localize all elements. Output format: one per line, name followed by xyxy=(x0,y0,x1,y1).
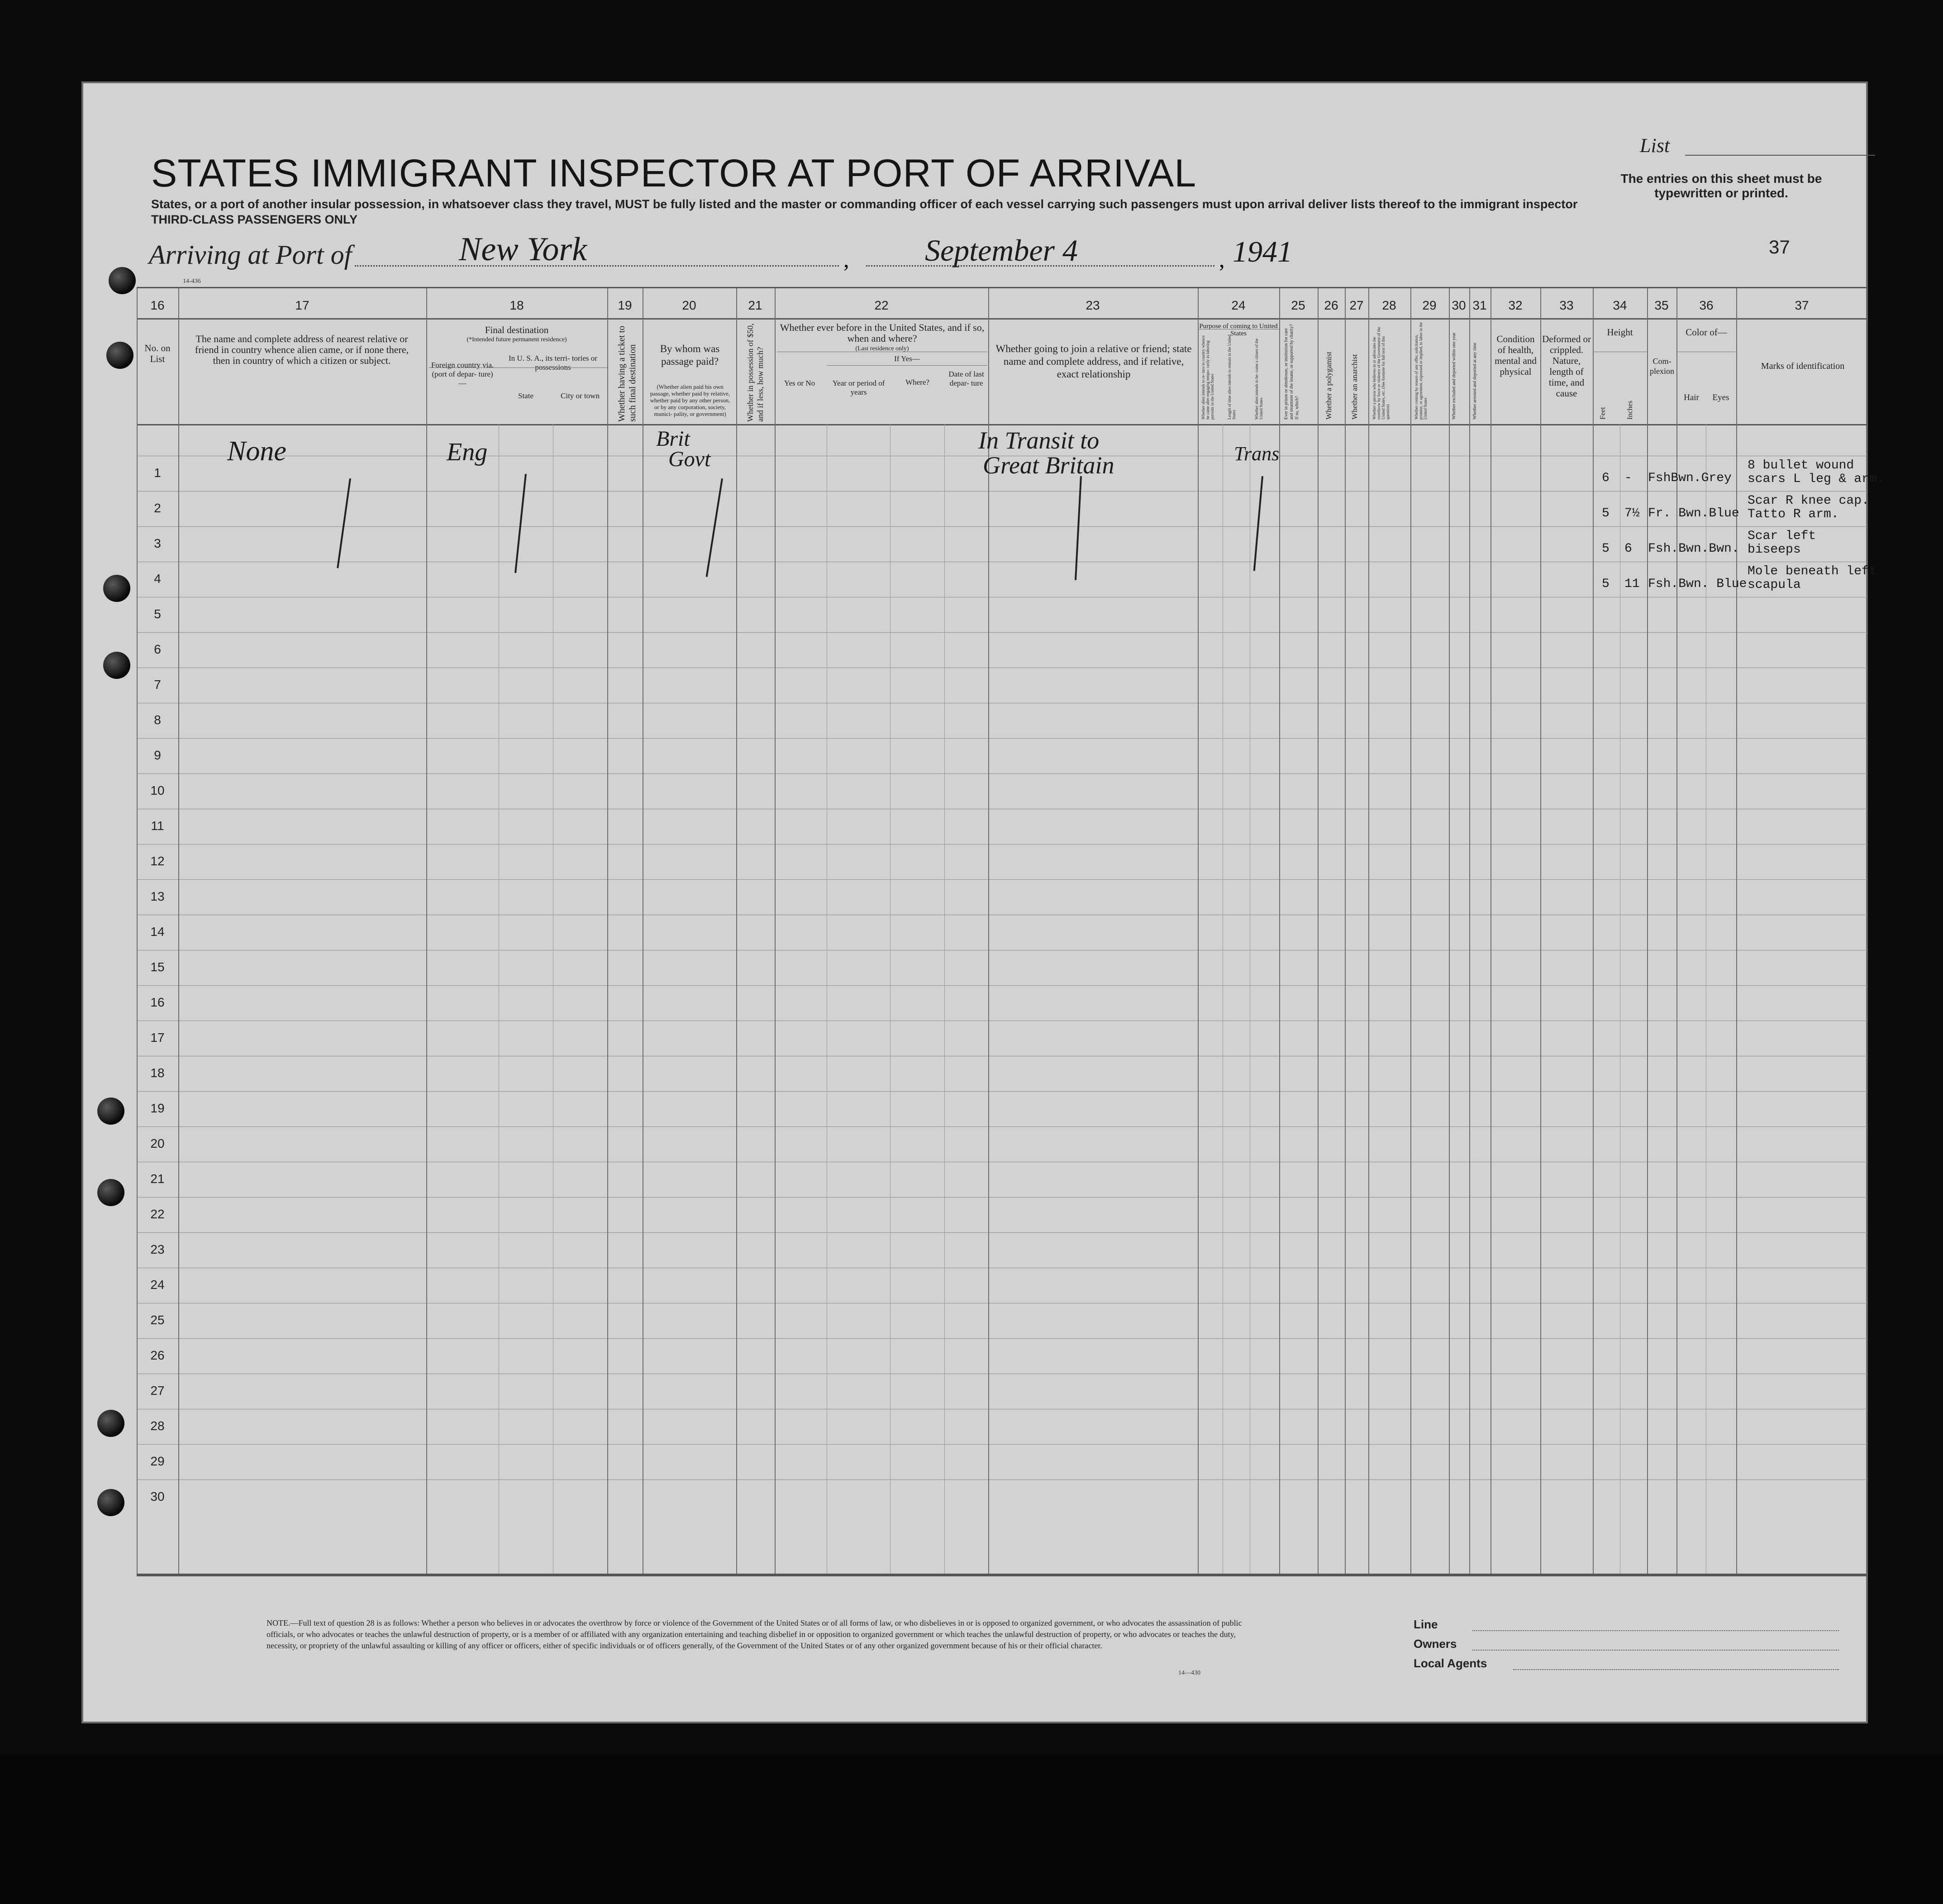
date-value: September 4 xyxy=(925,233,1078,267)
footnote: NOTE.—Full text of question 28 is as follows: Whether a person who believes in or advocates the overthrow by force or violence of the Government of the United States or of all forms of law, or who disbelieves in or is opposed to organized government, or who advocates the assassination of public officials, or who advocates or teaches the unlawful destruction of property, or is a member of or affiliated with any organization entertaining and teaching disbelief in or opposition to organized government or which teaches the unlawful destruction of property, or who advocates or teaches the duty, necessity, or propriety of the unlawful assaulting or killing of any officer or officers, either of specific individuals or of officers generally, of the Government of the United States or of any other organized government because of his or their official character. xyxy=(267,1618,1242,1650)
row-rule xyxy=(137,1126,1867,1127)
col-18-foreign: Foreign country via. (port of depar- ture)— xyxy=(431,361,494,387)
hand-paid-govt: Govt xyxy=(668,447,711,471)
line-field xyxy=(1472,1630,1839,1631)
col-22-note: (Last residence only) xyxy=(855,345,909,352)
col-16-label: No. on List xyxy=(144,343,171,364)
hand-join-transit: In Transit to xyxy=(978,427,1100,454)
row-rule xyxy=(137,844,1867,845)
page-title: STATES IMMIGRANT INSPECTOR AT PORT OF ARRIVAL xyxy=(151,152,1197,195)
port-value: New York xyxy=(459,231,587,268)
binder-hole xyxy=(103,575,130,602)
col-24-citizen: Whether alien intends to be- come a citizen of the United States xyxy=(1254,338,1263,420)
hand-paid-brit: Brit xyxy=(656,427,690,451)
class-line: THIRD-CLASS PASSENGERS ONLY xyxy=(151,213,358,226)
col-34-inches: Inches xyxy=(1626,401,1634,420)
row-number: 22 xyxy=(150,1207,165,1221)
film-border xyxy=(0,1754,1943,1904)
form-number: 14-436 xyxy=(183,278,201,285)
ditto-mark-col18 xyxy=(514,474,527,573)
ditto-mark-col23 xyxy=(1075,476,1082,580)
col-18-state: State xyxy=(518,391,533,400)
row-number: 7 xyxy=(154,678,161,692)
year-value: 1941 xyxy=(1233,235,1292,268)
row-number: 13 xyxy=(150,889,165,903)
col-24-label: Purpose of coming to United States xyxy=(1199,323,1278,337)
list-number-line xyxy=(1685,155,1875,156)
col-num-21: 21 xyxy=(748,298,762,312)
identification-mark: biseeps xyxy=(1748,543,1801,557)
row-rule xyxy=(137,985,1867,986)
col-18-usa: In U. S. A., its terri- tories or possessions xyxy=(509,354,597,372)
col-18-label: Final destination xyxy=(485,324,549,335)
binder-hole xyxy=(106,342,133,369)
binder-hole xyxy=(97,1410,124,1437)
row-number: 16 xyxy=(150,995,165,1009)
identification-mark: Scar R knee cap. xyxy=(1748,494,1869,508)
row-number: 19 xyxy=(150,1101,165,1115)
row-number: 18 xyxy=(150,1066,165,1080)
row-number: 11 xyxy=(151,819,164,833)
row-rule xyxy=(137,738,1867,739)
col-22-label: Whether ever before in the United States, and if so, when and where? xyxy=(780,322,985,344)
binder-hole xyxy=(97,1098,124,1125)
row-number: 12 xyxy=(150,854,165,868)
col-28-label: Whether a person who believes in or advocates the overthrow by force or violence of the Government of the United States, etc. (See footnote for full text of this question) xyxy=(1372,327,1390,420)
complexion-hair-eyes: FshBwn.Grey xyxy=(1648,471,1732,485)
subtitle: States, or a port of another insular possession, in whatsoever class they travel, MUST be fully listed and the master or commanding officer of each vessel carrying such passengers must upon arrival deliver lists thereof to the immigrant inspector xyxy=(151,197,1578,211)
row-number: 9 xyxy=(154,748,161,762)
col-num-31: 31 xyxy=(1472,298,1487,312)
row-number: 27 xyxy=(150,1384,165,1398)
col-22-yesno: Yes or No xyxy=(784,379,815,387)
local-agents-field xyxy=(1513,1669,1839,1670)
port-line xyxy=(355,265,839,267)
col-num-27: 27 xyxy=(1349,298,1364,312)
row-rule xyxy=(137,491,1867,492)
col-20-label: By whom was passage paid? xyxy=(660,343,720,367)
col-num-30: 30 xyxy=(1452,298,1466,312)
col-num-16: 16 xyxy=(150,298,165,312)
col-num-32: 32 xyxy=(1508,298,1523,312)
row-number: 20 xyxy=(150,1136,165,1150)
hand-purpose-trans: Trans xyxy=(1234,443,1280,465)
comma-2: , xyxy=(1219,247,1225,272)
manifest-sheet xyxy=(81,81,1885,1723)
binder-hole xyxy=(103,652,130,679)
identification-mark: Tatto R arm. xyxy=(1748,507,1839,521)
col-22-where: Where? xyxy=(905,378,929,387)
arriving-label: Arriving at Port of xyxy=(149,240,352,270)
row-rule xyxy=(137,1232,1867,1233)
col-num-34: 34 xyxy=(1613,298,1627,312)
sheet-number: 37 xyxy=(1769,236,1790,258)
col-21-label: Whether in possession of $50, and if less, how much? xyxy=(746,323,765,422)
col-36-hair: Hair xyxy=(1684,393,1699,402)
col-34-feet: Feet xyxy=(1599,407,1607,420)
row-rule xyxy=(137,632,1867,633)
row-rule xyxy=(137,1091,1867,1092)
row-number: 8 xyxy=(154,713,161,727)
col-18-note: (*Intended future permanent residence) xyxy=(467,336,567,343)
identification-mark: scapula xyxy=(1748,578,1801,592)
height-inches: - xyxy=(1624,471,1632,485)
row-number: 6 xyxy=(154,642,161,656)
row-number: 28 xyxy=(150,1419,165,1433)
row-number: 30 xyxy=(150,1489,165,1503)
hand-destination-eng: Eng xyxy=(447,438,488,466)
col-num-20: 20 xyxy=(682,298,696,312)
height-inches: 11 xyxy=(1624,577,1640,591)
col-22-years: Year or period of years xyxy=(832,379,885,396)
row-rule xyxy=(137,1444,1867,1445)
complexion-hair-eyes: Fr. Bwn.Blue xyxy=(1648,506,1739,520)
row-number: 14 xyxy=(150,925,165,939)
binder-hole xyxy=(109,267,136,294)
owners-field xyxy=(1472,1650,1839,1651)
identification-mark: scars L leg & arm. xyxy=(1748,472,1885,486)
entries-note: The entries on this sheet must be typewritten or printed. xyxy=(1620,172,1822,200)
hand-relative-none: None xyxy=(227,436,286,467)
row-number: 2 xyxy=(154,501,161,515)
row-rule xyxy=(137,773,1867,774)
row-number: 17 xyxy=(150,1031,165,1045)
col-19-label: Whether having a ticket to such final destination xyxy=(617,325,638,422)
height-feet: 6 xyxy=(1602,471,1610,485)
col-31-label: Whether arrested and deported at any time xyxy=(1472,343,1477,420)
row-number: 21 xyxy=(150,1172,165,1186)
col-17-label: The name and complete address of nearest relative or friend in country whence alien came, or if none there, then in country of which a citizen or subject. xyxy=(195,333,409,366)
col-35-label: Com- plexion xyxy=(1650,357,1674,376)
row-number: 5 xyxy=(154,607,161,621)
col-29-label: Whether coming by reason of any offer, solicitation, promise, or agreement, expressed or implied, to labor in the United States xyxy=(1414,322,1428,420)
col-24-return: Whether alien intends to re- turn to country whence he came after engaging tempo- rarily in laboring pursuits in the United States xyxy=(1201,335,1214,420)
col-36-eyes: Eyes xyxy=(1712,393,1729,402)
col-num-28: 28 xyxy=(1382,298,1396,312)
manifest-table xyxy=(137,287,1885,1576)
identification-mark: Mole beneath left xyxy=(1748,564,1877,578)
row-rule xyxy=(137,526,1867,527)
height-feet: 5 xyxy=(1602,506,1610,520)
col-num-25: 25 xyxy=(1291,298,1305,312)
ditto-mark-col24 xyxy=(1253,476,1263,571)
complexion-hair-eyes: Fsh.Bwn. Blue xyxy=(1648,577,1747,591)
col-24-length: Length of time alien intends to remain in the United States xyxy=(1227,334,1236,420)
row-number: 1 xyxy=(154,466,161,480)
col-num-33: 33 xyxy=(1559,298,1574,312)
row-number: 3 xyxy=(154,536,161,550)
col-num-37: 37 xyxy=(1795,298,1809,312)
row-rule xyxy=(137,1479,1867,1480)
ditto-mark-col20 xyxy=(706,478,723,577)
col-34-label: Height xyxy=(1607,327,1633,338)
col-22-last-departure: Date of last depar- ture xyxy=(948,370,984,387)
col-26-label: Whether a polygamist xyxy=(1324,351,1333,420)
col-20-note: (Whether alien paid his own passage, whether paid by relative, whether paid by any other person, or by any corporation, society, munici- pality, or government) xyxy=(650,383,730,417)
header-rule xyxy=(137,318,1867,320)
col-num-17: 17 xyxy=(295,298,310,312)
col-36-label: Color of— xyxy=(1686,327,1727,338)
row-number: 10 xyxy=(150,783,165,797)
height-inches: 7½ xyxy=(1624,506,1640,520)
identification-mark: Scar left xyxy=(1748,529,1816,543)
line-label: Line xyxy=(1414,1618,1438,1631)
col-27-label: Whether an anarchist xyxy=(1350,354,1359,420)
header-bottom-rule xyxy=(137,424,1867,425)
height-feet: 5 xyxy=(1602,542,1610,556)
row-number: 4 xyxy=(154,572,161,586)
height-feet: 5 xyxy=(1602,577,1610,591)
row-number: 26 xyxy=(150,1348,165,1362)
complexion-hair-eyes: Fsh.Bwn.Bwn. xyxy=(1648,542,1739,556)
col-37-label: Marks of identification xyxy=(1761,361,1845,371)
row-number: 29 xyxy=(150,1454,165,1468)
col-num-29: 29 xyxy=(1422,298,1437,312)
row-rule xyxy=(137,879,1867,880)
row-number: 15 xyxy=(150,960,165,974)
list-label: List xyxy=(1640,134,1670,157)
col-num-19: 19 xyxy=(618,298,632,312)
col-num-23: 23 xyxy=(1086,298,1100,312)
col-18-city: City or town xyxy=(561,391,600,400)
col-23-label: Whether going to join a relative or friend; state name and complete address, and if relative, exact relationship xyxy=(995,343,1192,380)
row-number: 25 xyxy=(150,1313,165,1327)
col-22-ifyes: If Yes— xyxy=(894,354,920,363)
col-num-18: 18 xyxy=(510,298,524,312)
binder-hole xyxy=(97,1489,124,1516)
form-code: 14—430 xyxy=(1178,1670,1200,1676)
row-rule xyxy=(137,1197,1867,1198)
ditto-mark-col17 xyxy=(337,478,351,568)
col-33-label: Deformed or crippled. Nature, length of time, and cause xyxy=(1542,334,1591,399)
row-number: 23 xyxy=(150,1242,165,1256)
col-30-label: Whether excluded and deported within one year xyxy=(1452,332,1457,420)
col-25-label: Ever in prison or almshouse, or institution for care and treatment of the insane, or supported by charity? If so, which? xyxy=(1284,324,1300,420)
owners-label: Owners xyxy=(1414,1637,1457,1651)
col-32-label: Condition of health, mental and physical xyxy=(1495,334,1537,377)
col-num-36: 36 xyxy=(1699,298,1714,312)
binder-hole xyxy=(97,1179,124,1206)
col-num-26: 26 xyxy=(1324,298,1338,312)
col-num-24: 24 xyxy=(1231,298,1246,312)
col-num-22: 22 xyxy=(874,298,889,312)
local-agents-label: Local Agents xyxy=(1414,1656,1487,1670)
height-inches: 6 xyxy=(1624,542,1632,556)
identification-mark: 8 bullet wound xyxy=(1748,458,1854,472)
hand-join-great-britain: Great Britain xyxy=(983,452,1114,479)
row-rule xyxy=(137,1338,1867,1339)
col-num-35: 35 xyxy=(1654,298,1669,312)
comma-1: , xyxy=(843,247,849,272)
row-number: 24 xyxy=(150,1278,165,1292)
